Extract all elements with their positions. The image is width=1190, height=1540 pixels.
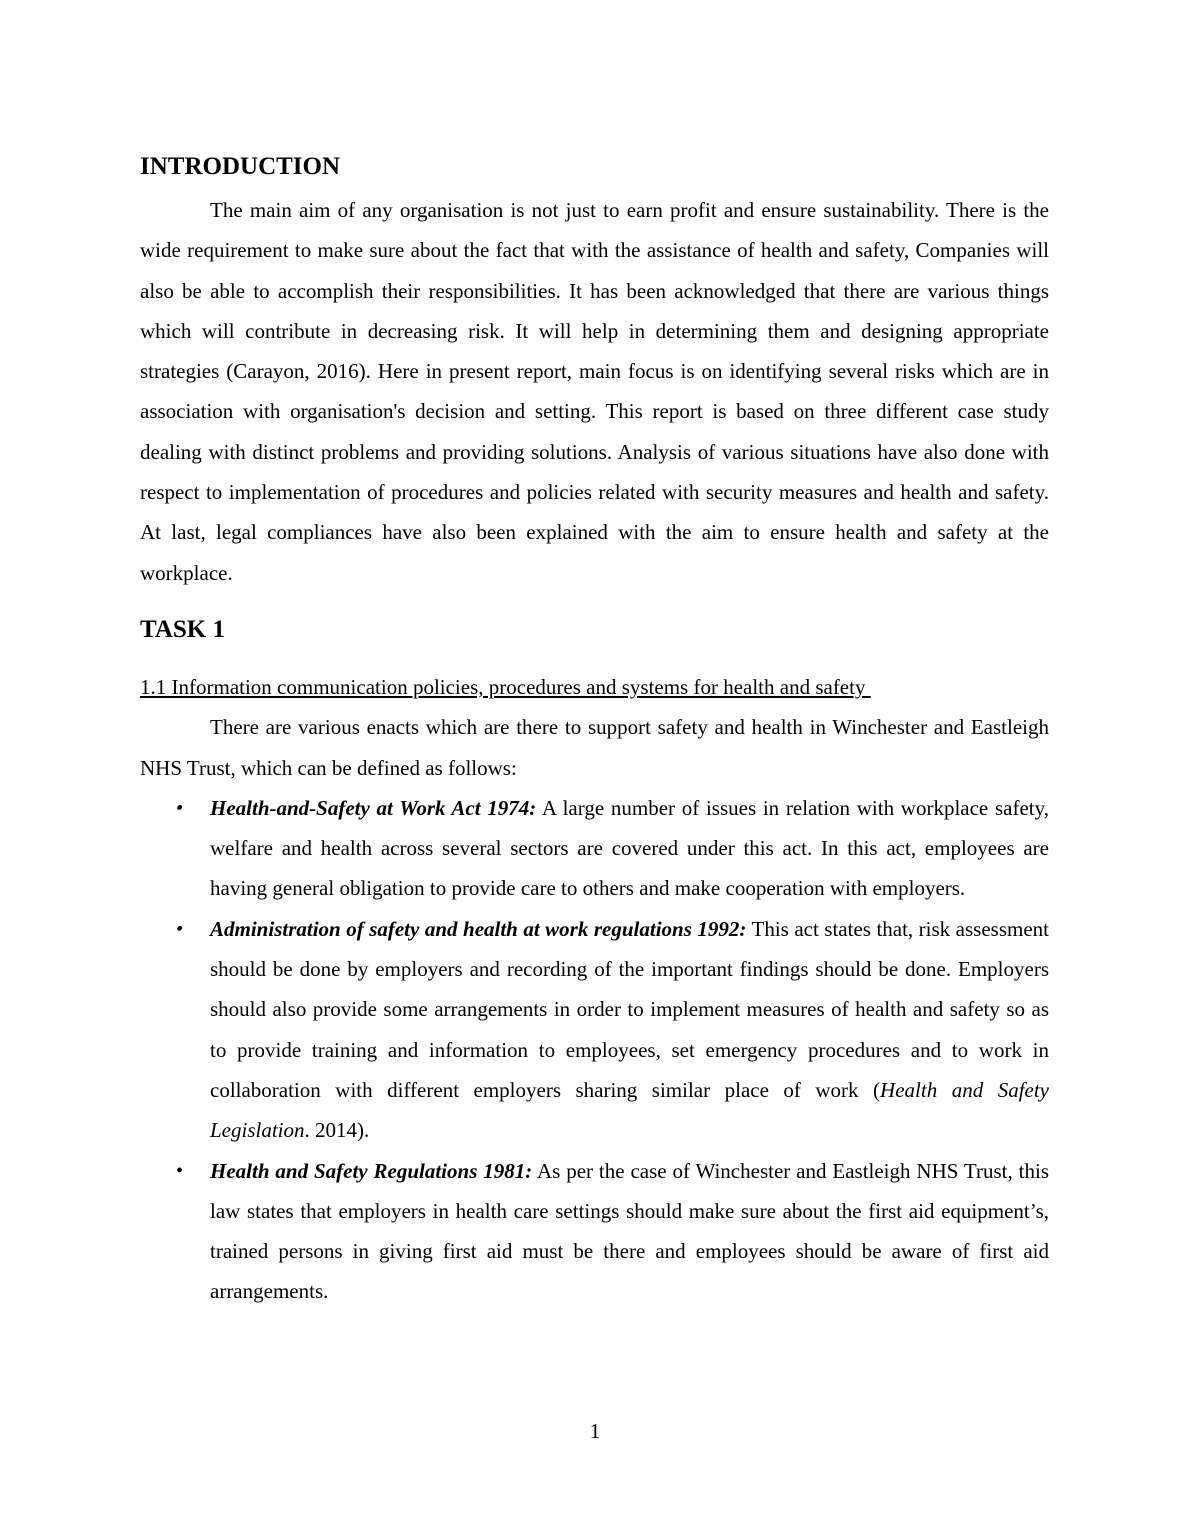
legislation-list	[140, 788, 1049, 1312]
legislation-term: Health-and-Safety at Work Act 1974:	[210, 795, 537, 820]
bullet-icon: •	[173, 796, 186, 819]
legislation-description: This act states that, risk assessment should be done by employers and recording of the important findings should be done. Employers should also provide some arrangements in order to implement measures of health and safety so as to provide training and information to employees, set emergency procedures and to work in collaboration with different employers sharing similar place of work (	[210, 916, 1049, 1102]
task1-heading: TASK 1	[140, 615, 225, 643]
page-content	[140, 150, 1049, 1312]
task1-intro-paragraph: There are various enacts which are there to support safety and health in Winchester and Eastleigh NHS Trust, which can be defined as follows:	[140, 715, 1049, 780]
bullet-icon: •	[173, 917, 186, 940]
page-number: 1	[589, 1419, 601, 1443]
list-item-regulations-1992	[140, 909, 1049, 1151]
introduction-paragraph: The main aim of any organisation is not just to earn profit and ensure sustainability. There is the wide requirement to make sure about the fact that with the assistance of health and safety, Companies will also be able to accomplish their responsibilities. It has been acknowledged that there are various things which will contribute in decreasing risk. It will help in determining them and designing appropriate strategies (Carayon, 2016). Here in present report, main focus is on identifying several risks which are in association with organisation's decision and setting. This report is based on three different case study dealing with distinct problems and providing solutions. Analysis of various situations have also done with respect to implementation of procedures and policies related with security measures and health and safety. At last, legal compliances have also been explained with the aim to ensure health and safety at the workplace.	[140, 198, 1049, 585]
legislation-term: Health and Safety Regulations 1981:	[210, 1158, 533, 1183]
list-item-regulations-1981	[140, 1151, 1049, 1312]
legislation-description: As per the case of Winchester and Eastleigh NHS Trust, this law states that employers in health care settings should make sure about the first aid equipment’s, trained persons in giving first aid must be there and employees should be aware of first aid arrangements.	[210, 1158, 1049, 1304]
legislation-term: Administration of safety and health at work regulations 1992:	[210, 916, 747, 941]
legislation-description: A large number of issues in relation with workplace safety, welfare and health across several sectors are covered under this act. In this act, employees are having general obligation to provide care to others and make cooperation with employers.	[210, 795, 1049, 901]
citation-tail: . 2014).	[304, 1118, 370, 1143]
list-item-hswa-1974	[140, 788, 1049, 909]
bullet-icon: •	[176, 1159, 184, 1182]
introduction-heading: INTRODUCTION	[140, 153, 341, 180]
citation-title: Health and Safety Legislation	[210, 1077, 1049, 1143]
section-1-1-subheading: 1.1 Information communication policies, procedures and systems for health and safety	[140, 674, 871, 699]
